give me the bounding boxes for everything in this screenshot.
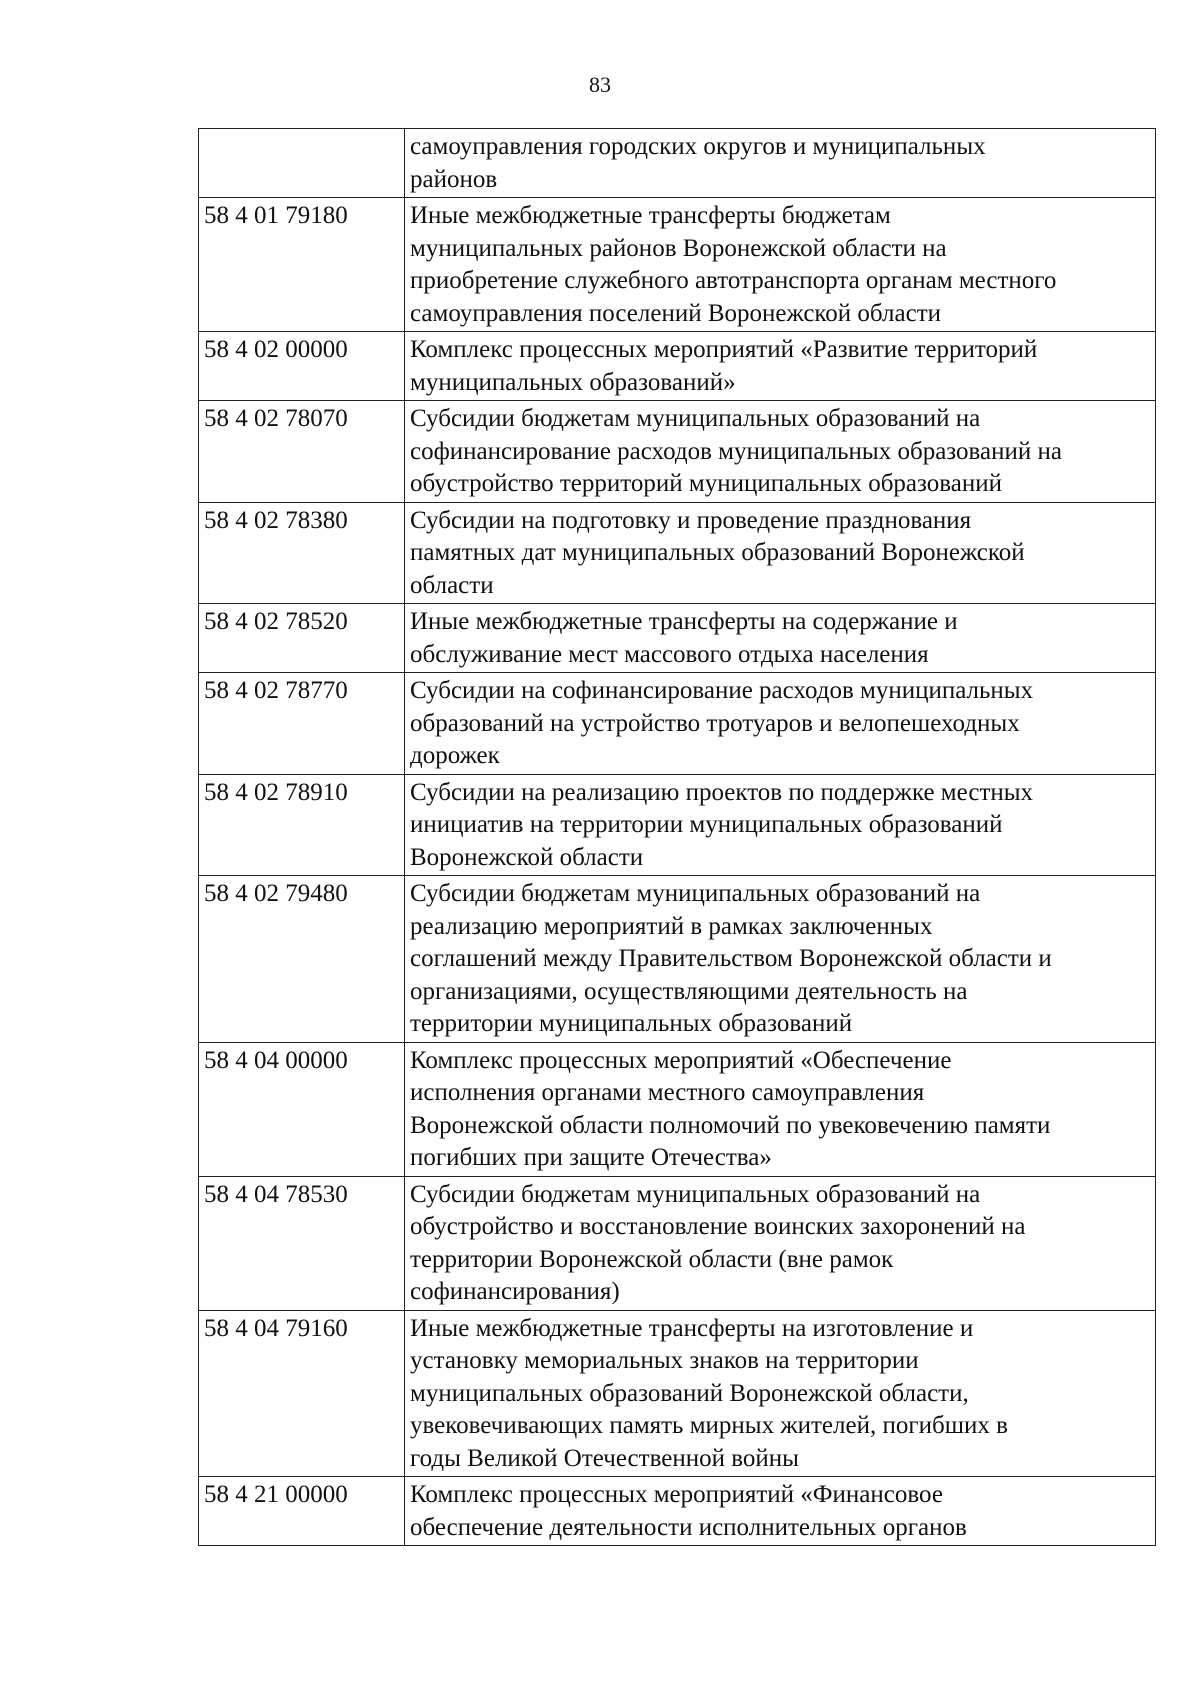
table-row	[199, 604, 1156, 673]
description-line: организациями, осуществляющими деятельность на	[410, 977, 968, 1005]
budget-code-table	[198, 128, 1156, 1546]
budget-code-cell: 58 4 04 78530	[199, 1176, 405, 1310]
description-cell	[405, 502, 1156, 604]
description-line: муниципальных районов Воронежской области на	[410, 234, 947, 262]
description-line: Воронежской области	[410, 843, 644, 871]
description-cell	[405, 129, 1156, 198]
description-line: софинансирования)	[410, 1278, 620, 1305]
description-line: Воронежской области полномочий по увековечению памяти	[410, 1111, 1051, 1139]
description-line: Иные межбюджетные трансферты на содержание и	[410, 608, 958, 635]
budget-code-cell: 58 4 02 78520	[199, 604, 405, 673]
description-line: обслуживание мест массового отдыха населения	[410, 640, 929, 668]
description-line: инициатив на территории муниципальных образований	[410, 811, 1003, 838]
description-line: самоуправления поселений Воронежской области	[410, 299, 941, 327]
table-row	[199, 332, 1156, 401]
description-line: самоуправления городских округов и муниципальных	[410, 133, 986, 160]
table-row	[199, 876, 1156, 1043]
description-line: территории муниципальных образований	[410, 1010, 853, 1037]
description-cell	[405, 876, 1156, 1043]
budget-code-cell: 58 4 02 78070	[199, 401, 405, 503]
description-line: установку мемориальных знаков на территории	[410, 1347, 919, 1374]
description-line: Иные межбюджетные трансферты бюджетам	[410, 202, 891, 229]
description-cell	[405, 1477, 1156, 1546]
table-row	[199, 673, 1156, 775]
budget-code-cell: 58 4 04 00000	[199, 1042, 405, 1176]
description-line: Субсидии на подготовку и проведение празднования	[410, 506, 972, 534]
page-number: 83	[589, 72, 611, 97]
description-line: Комплекс процессных мероприятий «Финансовое	[410, 1481, 943, 1508]
description-line: обустройство и восстановление воинских захоронений на	[410, 1213, 1026, 1240]
table-row	[199, 129, 1156, 198]
description-cell	[405, 198, 1156, 332]
table-row	[199, 1310, 1156, 1477]
description-line: реализацию мероприятий в рамках заключенных	[410, 912, 933, 940]
table-row	[199, 401, 1156, 503]
description-line: образований на устройство тротуаров и велопешеходных	[410, 709, 1020, 737]
description-line: районов	[410, 165, 498, 193]
budget-code-cell	[199, 129, 405, 198]
budget-code-cell: 58 4 02 78910	[199, 774, 405, 876]
description-line: софинансирование расходов муниципальных образований на	[410, 437, 1062, 465]
description-cell	[405, 332, 1156, 401]
table-body	[199, 129, 1156, 1546]
budget-code-cell: 58 4 21 00000	[199, 1477, 405, 1546]
description-line: увековечивающих память мирных жителей, погибших в	[410, 1412, 1008, 1439]
budget-code-cell: 58 4 02 78770	[199, 673, 405, 775]
description-cell	[405, 604, 1156, 673]
description-line: муниципальных образований»	[410, 368, 736, 396]
description-line: обеспечение деятельности исполнительных органов	[410, 1513, 967, 1541]
description-line: муниципальных образований Воронежской области,	[410, 1379, 969, 1407]
table-row	[199, 1176, 1156, 1310]
description-line: Субсидии бюджетам муниципальных образований на	[410, 405, 981, 432]
description-line: территории Воронежской области (вне рамок	[410, 1245, 894, 1273]
description-line: приобретение служебного автотранспорта органам местного	[410, 267, 1057, 294]
table-row	[199, 774, 1156, 876]
description-line: Иные межбюджетные трансферты на изготовление и	[410, 1314, 974, 1342]
table-row	[199, 1477, 1156, 1546]
description-line: Субсидии на реализацию проектов по поддержке местных	[410, 778, 1034, 806]
description-line: дорожек	[410, 742, 500, 769]
description-line: Субсидии бюджетам муниципальных образований на	[410, 1180, 981, 1208]
description-cell	[405, 673, 1156, 775]
description-cell	[405, 1176, 1156, 1310]
table-row	[199, 198, 1156, 332]
description-line: Комплекс процессных мероприятий «Обеспечение	[410, 1046, 952, 1074]
description-cell	[405, 774, 1156, 876]
description-line: обустройство территорий муниципальных образований	[410, 470, 1002, 497]
budget-code-cell: 58 4 02 00000	[199, 332, 405, 401]
description-cell	[405, 401, 1156, 503]
description-line: годы Великой Отечественной войны	[410, 1444, 799, 1472]
description-cell	[405, 1042, 1156, 1176]
description-line: Субсидии на софинансирование расходов муниципальных	[410, 677, 1034, 704]
description-cell	[405, 1310, 1156, 1477]
budget-code-cell: 58 4 01 79180	[199, 198, 405, 332]
description-line: памятных дат муниципальных образований Воронежской	[410, 539, 1025, 566]
table-row	[199, 502, 1156, 604]
description-line: погибших при защите Отечества»	[410, 1144, 772, 1171]
table-row	[199, 1042, 1156, 1176]
budget-code-cell: 58 4 04 79160	[199, 1310, 405, 1477]
budget-code-cell: 58 4 02 79480	[199, 876, 405, 1043]
budget-code-cell: 58 4 02 78380	[199, 502, 405, 604]
description-line: Комплекс процессных мероприятий «Развитие территорий	[410, 336, 1038, 363]
description-line: исполнения органами местного самоуправления	[410, 1079, 925, 1106]
description-line: соглашений между Правительством Воронежской области и	[410, 945, 1052, 972]
description-line: Субсидии бюджетам муниципальных образований на	[410, 880, 981, 907]
description-line: области	[410, 571, 494, 599]
